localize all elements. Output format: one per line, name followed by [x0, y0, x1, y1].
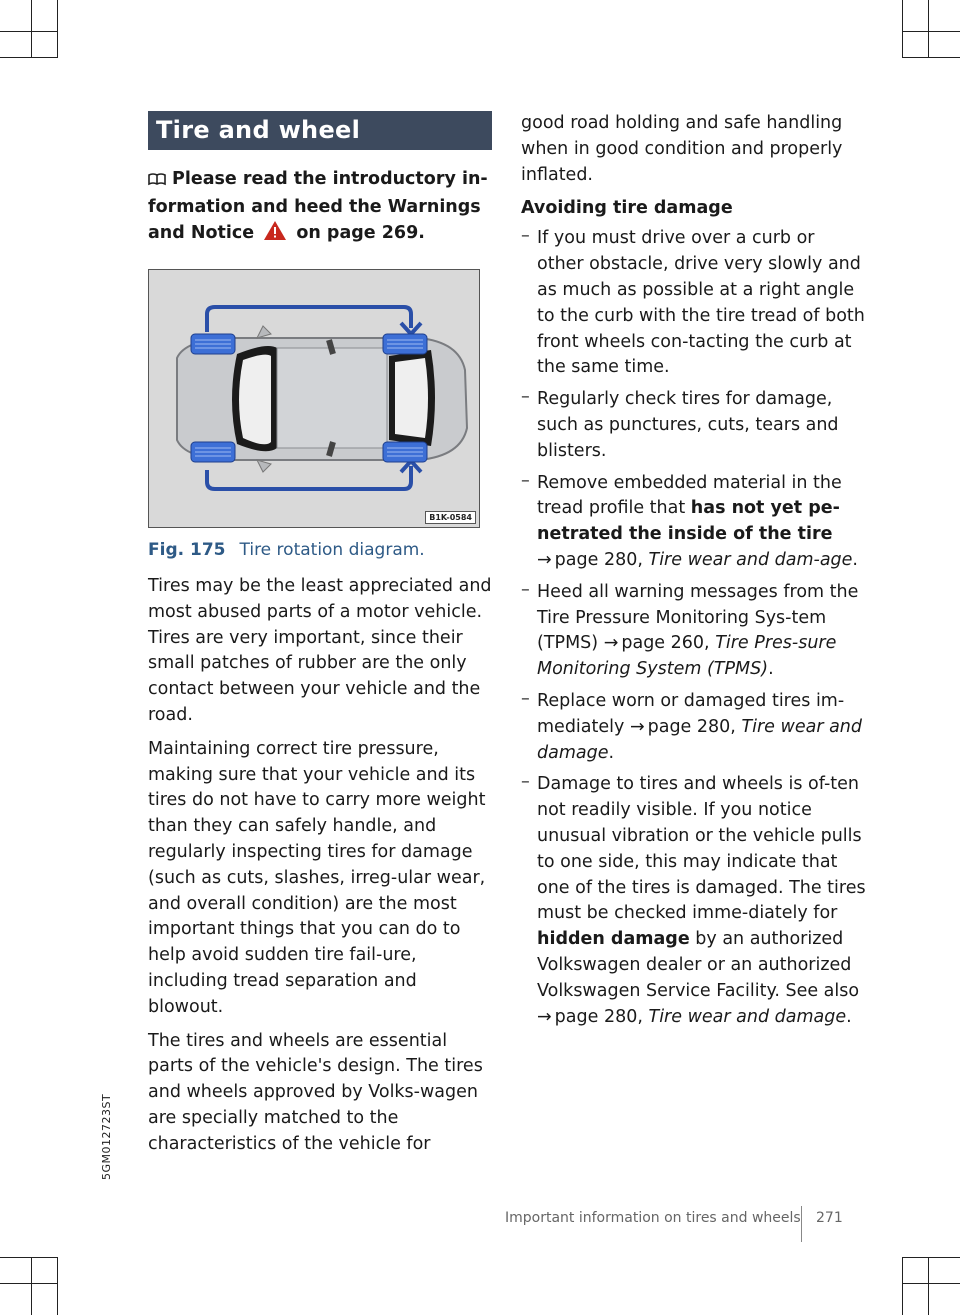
right-column [521, 111, 866, 1036]
body-paragraph-continued: good road holding and safe handling when in good condition and properly inflated. [521, 113, 843, 185]
crop-mark [902, 57, 960, 58]
crop-mark [902, 1257, 960, 1258]
car-roof [277, 348, 387, 448]
arrow-icon: → [603, 633, 619, 654]
crop-mark [0, 31, 58, 32]
tire-rotation-figure [148, 269, 480, 528]
crop-mark [902, 1283, 960, 1284]
warning-icon [263, 220, 287, 249]
crop-mark [57, 0, 58, 58]
footer-divider [801, 1206, 802, 1242]
list-item: – Heed all warning messages from the Tire Pressure Monitoring Sys-tem (TPMS) → page 260, Tire Pres-sure Monitoring System (TPMS). [521, 580, 866, 683]
crop-mark [31, 0, 32, 58]
crop-mark [928, 0, 929, 58]
car-top-view-diagram [149, 270, 479, 527]
page-reference[interactable]: page 280, [554, 1006, 643, 1027]
body-paragraph: Maintaining correct tire pressure, making sure that your vehicle and its tires do not have to carry more weight than they can safely handle, and regularly inspecting tires for damage (such as cuts, slashes, irreg-ular wear, and overall condition) are the most important things that you can do to help avoid sudden tire fail-ure, including tread separation and blowout. [148, 738, 486, 1017]
list-item: – Damage to tires and wheels is of-ten not readily visible. If you notice unusual vibration or the vehicle pulls to one side, this may indicate that one of the tires is damaged. The tires must be checked imme-diately for hidden damage by an authorized Volkswagen dealer or an authorized Volkswagen Service Facility. See also → page 280, Tire wear and damage. [521, 772, 866, 1030]
crop-mark [57, 1257, 58, 1315]
figure-label: Fig. 175 [148, 540, 226, 560]
page-reference[interactable]: page 280, [554, 549, 643, 570]
figure-caption [148, 540, 492, 560]
book-icon [148, 168, 166, 194]
page-reference[interactable]: page 280, [647, 716, 736, 737]
list-item: – If you must drive over a curb or other obstacle, drive very slowly and as much as possible at a right angle to the curb with the tire tread of both front wheels con-tacting the curb at the same time. [521, 226, 866, 381]
list-item: – Remove embedded material in the tread profile that has not yet pe-netrated the inside of the tire → page 280, Tire wear and dam-age. [521, 471, 866, 574]
crop-mark [0, 1283, 58, 1284]
arrow-icon: → [537, 549, 552, 570]
intro-notice: Please read the introductory in- formation and heed the Warnings and Notice on page 269. [148, 166, 492, 249]
left-column [148, 111, 492, 1166]
arrow-icon: → [537, 1006, 552, 1027]
tire-damage-list [521, 226, 866, 1030]
figure-code: B1K-0584 [425, 511, 476, 524]
crop-mark [31, 1257, 32, 1315]
footer-chapter: Important information on tires and wheels [505, 1210, 801, 1226]
figure-caption-text: Tire rotation diagram. [239, 540, 425, 560]
crop-mark [902, 31, 960, 32]
crop-mark [928, 1257, 929, 1315]
crop-mark [0, 1257, 58, 1258]
section-title: Tire and wheel handling [148, 111, 492, 150]
page-reference[interactable]: page 260, [621, 633, 710, 654]
body-paragraph: Tires may be the least appreciated and most abused parts of a motor vehicle. Tires are very important, since their small patches of rubber are the only contact between your vehicle and the road. [148, 576, 492, 725]
document-code: 5GM012723ST [100, 1093, 113, 1180]
crop-mark [902, 0, 903, 58]
page-number: 271 [816, 1210, 843, 1226]
arrow-icon: → [629, 716, 645, 737]
crop-mark [0, 57, 58, 58]
body-paragraph: The tires and wheels are essential parts of the vehicle's design. The tires and wheels approved by Volks-wagen are specially matched to the characteristics of the vehicle for [148, 1030, 483, 1154]
list-item: – Replace worn or damaged tires im-mediately → page 280, Tire wear and damage. [521, 689, 866, 766]
list-item: – Regularly check tires for damage, such as punctures, cuts, tears and blisters. [521, 387, 866, 464]
crop-mark [902, 1257, 903, 1315]
subheading: Avoiding tire damage [521, 198, 733, 219]
